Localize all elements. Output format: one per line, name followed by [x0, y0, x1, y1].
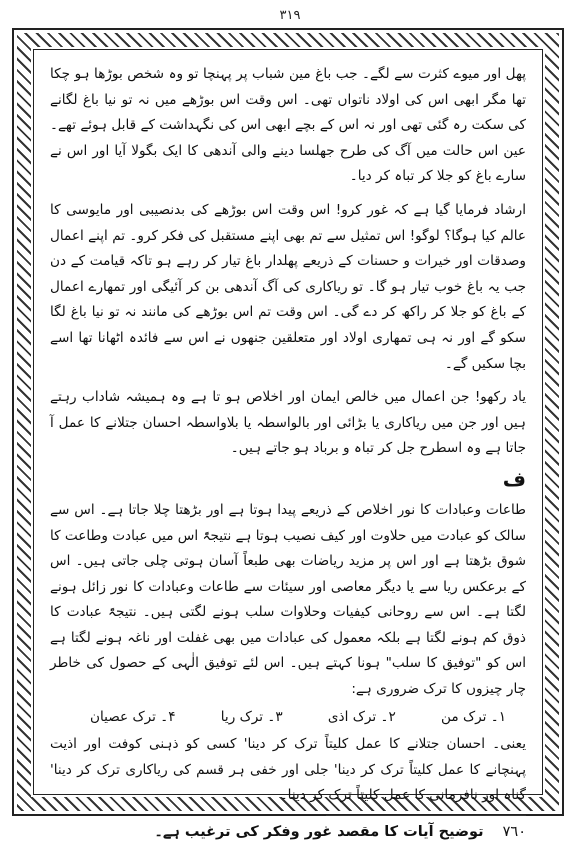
footnote-number: ٧٦٠ [502, 824, 526, 841]
rule-item: ۳۔ ترک ریا [220, 708, 283, 725]
rule-item: ۲۔ ترک اذی [327, 708, 396, 725]
page-number: ۳۱۹ [279, 8, 301, 23]
paragraph-meaning: یعنی۔ احسان جتلانے کا عمل کلیتاً ترک کر دینا' کسی کو ذہنی کوفت اور اذیت پہنچانے کا عمل کلیتاً ترک کر دینا' جلی اور خفی ہر قسم کی ریاکاری ترک کر دینا' گناہ اور نافرمانی کا عمل کلیتاً ترک کر دینا۔ [50, 736, 526, 804]
footnote [50, 820, 526, 846]
paragraph-parable: پھل اور میوے کثرت سے لگے۔ جب باغ مین شباب پر پہنچا تو وہ شخص بوڑھا ہو چکا تھا مگر ابھی اس کی اولاد ناتواں تھی۔ اس وقت اس بوڑھے میں نہ تو نیا باغ لگانے کی سکت رہ گئی تھی اور نہ اس کے بچے ابھی اس کی نگہداشت کے قابل ہوئے تھے۔ عین اس حالت میں آگ کی طرح جھلسا دینے والی آندھی کا ایک بگولا آیا اور اس نے سارے باغ کو جلا کر تباہ کر دیا۔ [50, 66, 526, 185]
rules-list [50, 705, 526, 731]
paragraph-lesson: ارشاد فرمایا گیا ہے کہ غور کرو! اس وقت اس بوڑھے کی بدنصیبی اور مایوسی کا عالم کیا ہوگا؟ لوگو! اس تمثیل سے تم بھی اپنے مستقبل کی فکر کرو۔ تم اپنے اعمال وصدقات اور خیرات و حسنات کے ذریعے پھلدار باغ تیار کر رہے ہو تاکہ قیامت کے دن جب یہ باغ خوب تیار ہو گا۔ تو ریاکاری کی آگ آندھی بن کر آئیگی اور تمھارے اعمال کے باغ کو جلا کر راکھ کر دے گی۔ اس وقت تم اس بوڑھے کی مانند نہ تو نیا باغ لگا سکو گے اور نہ ہی تمھاری اولاد اور متعلقین جنھوں نے اس سے فائدہ اٹھانا تھا اسے بچا سکیں گے۔ [50, 201, 526, 372]
footnote-divider [326, 815, 526, 816]
section-heading: ف [502, 466, 526, 491]
rule-item: ۱۔ ترک من [441, 708, 506, 725]
footnote-text: توضیح آیات کا مقصد غور وفکر کی ترغیب ہے۔ [154, 824, 484, 841]
paragraph-explanation: طاعات وعبادات کا نور اخلاص کے ذریعے پیدا ہوتا ہے اور بڑھتا چلا جاتا ہے۔ اس سے سالک کو عبادت میں حلاوت اور کیف نصیب ہوتا ہے نتیجۃً اس میں عبادت وطاعت کا شوق بڑھتا ہے اور اس پر مزید ریاضات بھی طبعاً آسان ہوتی چلی جاتی ہیں۔ اس کے برعکس ریا سے یا دیگر معاصی اور سیئات سے طاعات وعبادات کا نور زائل ہونے لگتا ہے۔ اس سے روحانی کیفیات وحلاوات سلب ہونے لگتی ہیں۔ نتیجۃً عبادت کا ذوق کم ہونے لگتا ہے بلکہ معمول کی عبادات میں بھی غفلت اور ناغہ ہونے لگتا ہے اس کو "توفیق کا سلب" ہونا کہتے ہیں۔ اس لئے توفیق الٰہی کے حصول کی خاطر چار چیزوں کا ترک ضروری ہے: [49, 501, 526, 698]
paragraph-reminder: یاد رکھو! جن اعمال میں خالص ایمان اور اخلاص ہو تا ہے وہ ہمیشہ شاداب رہتے ہیں اور جن میں ریاکاری یا بڑائی اور بالواسطہ یا بلاواسطہ احسان جتلانے کا عمل آ جاتا ہے وہ اسطرح جل کر تباہ و برباد ہو جاتے ہیں۔ [50, 389, 526, 457]
page-content [49, 62, 526, 841]
rule-item: ۴۔ ترک عصیان [90, 708, 176, 725]
